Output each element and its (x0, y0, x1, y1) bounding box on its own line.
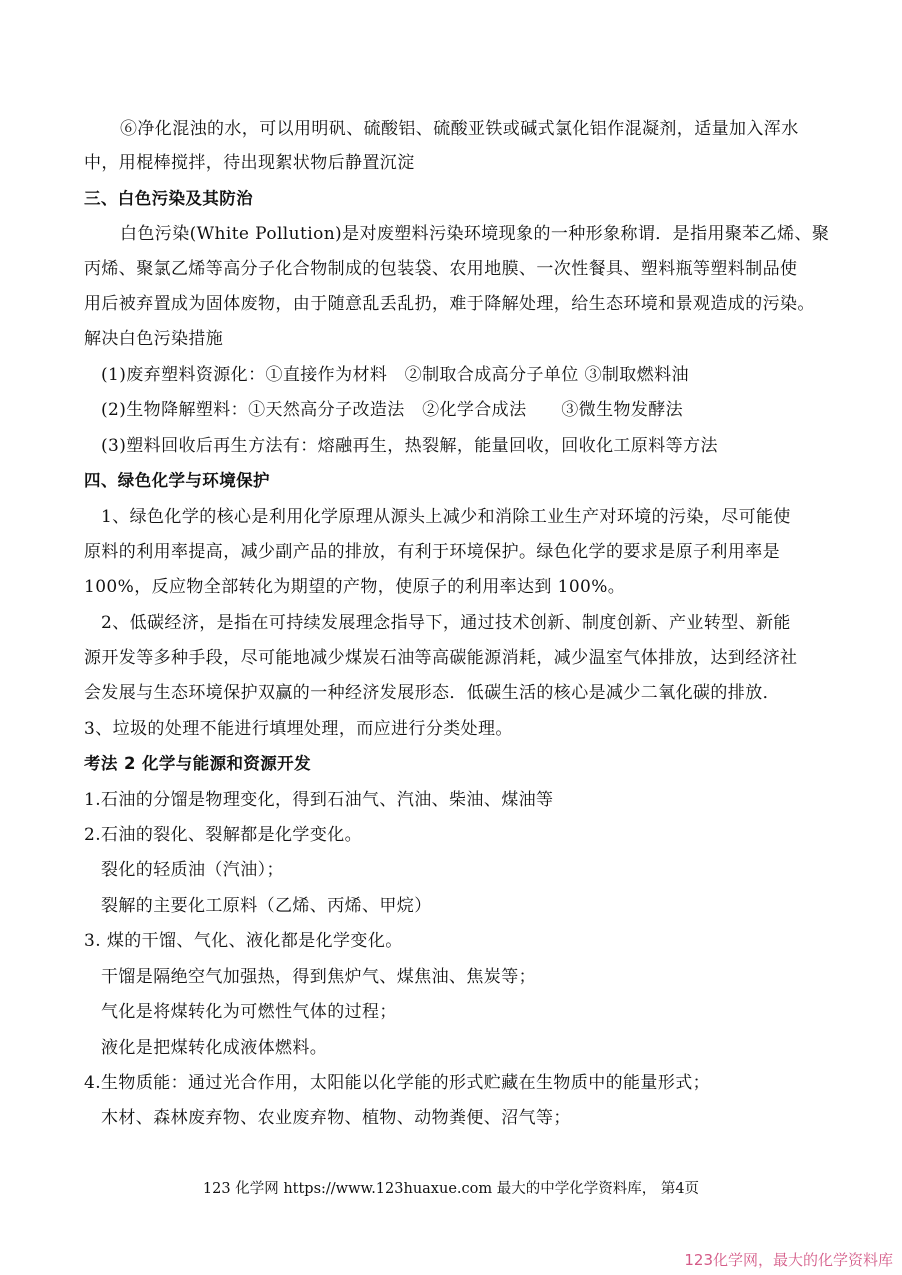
paragraph-line: ⑥净化混浊的水，可以用明矾、硫酸铝、硫酸亚铁或碱式氯化铝作混凝剂，适量加入浑水 (120, 119, 799, 139)
paragraph-line: 100%，反应物全部转化为期望的产物，使原子的利用率达到 100%。 (84, 577, 626, 597)
page-footer: 123 化学网 https://www.123huaxue.com 最大的中学化学资料库， 第4页 (202, 1181, 700, 1197)
paragraph-line: 用后被弃置成为固体废物，由于随意乱丢乱扔，难于降解处理，给生态环境和景观造成的污染。 (84, 294, 815, 314)
paragraph-line: 白色污染(White Pollution)是对废塑料污染环境现象的一种形象称谓．是指用聚苯乙烯、聚 (120, 224, 830, 244)
paragraph-line: 源开发等多种手段，尽可能地减少煤炭石油等高碳能源消耗，减少温室气体排放，达到经济社 (84, 648, 798, 668)
list-subitem: 裂化的轻质油（汽油）； (101, 860, 284, 880)
list-item: 3. 煤的干馏、气化、液化都是化学变化。 (84, 931, 403, 951)
site-watermark: 123化学网，最大的化学资料库 (684, 1251, 893, 1269)
list-subitem: 裂解的主要化工原料（乙烯、丙烯、甲烷） (101, 896, 432, 916)
list-item: (3)塑料回收后再生方法有：熔融再生，热裂解，能量回收，回收化工原料等方法 (101, 436, 718, 456)
list-item: (2)生物降解塑料：①天然高分子改造法 ②化学合成法 ③微生物发酵法 (101, 400, 684, 420)
paragraph-line: 1、绿色化学的核心是利用化学原理从源头上减少和消除工业生产对环境的污染，尽可能使 (101, 507, 791, 527)
list-subitem: 液化是把煤转化成液体燃料。 (101, 1038, 328, 1058)
list-item: (1)废弃塑料资源化：①直接作为材料 ②制取合成高分子单位 ③制取燃料油 (101, 365, 689, 385)
section-heading: 考法 2 化学与能源和资源开发 (84, 754, 311, 773)
paragraph-line: 2、低碳经济，是指在可持续发展理念指导下，通过技术创新、制度创新、产业转型、新能 (101, 613, 791, 633)
paragraph-line: 原料的利用率提高，减少副产品的排放，有利于环境保护。绿色化学的要求是原子利用率是 (84, 542, 780, 562)
list-item: 2.石油的裂化、裂解都是化学变化。 (84, 825, 363, 845)
paragraph-line: 中，用棍棒搅拌，待出现絮状物后静置沉淀 (84, 153, 415, 173)
paragraph-line: 丙烯、聚氯乙烯等高分子化合物制成的包装袋、农用地膜、一次性餐具、塑料瓶等塑料制品使 (84, 259, 798, 279)
list-item: 4.生物质能：通过光合作用，太阳能以化学能的形式贮藏在生物质中的能量形式； (84, 1073, 711, 1093)
list-item: 1.石油的分馏是物理变化，得到石油气、汽油、柴油、煤油等 (84, 790, 554, 810)
section-heading: 四、绿色化学与环境保护 (84, 471, 270, 490)
list-subitem: 干馏是隔绝空气加强热，得到焦炉气、煤焦油、焦炭等； (101, 967, 536, 987)
list-subitem: 木材、森林废弃物、农业废弃物、植物、动物粪便、沼气等； (101, 1108, 571, 1128)
paragraph-line: 3、垃圾的处理不能进行填埋处理，而应进行分类处理。 (84, 719, 513, 739)
paragraph-line: 会发展与生态环境保护双赢的一种经济发展形态．低碳生活的核心是减少二氧化碳的排放． (84, 683, 780, 703)
section-heading: 三、白色污染及其防治 (84, 189, 253, 208)
list-subitem: 气化是将煤转化为可燃性气体的过程； (101, 1002, 397, 1022)
paragraph-line: 解决白色污染措施 (84, 329, 224, 349)
